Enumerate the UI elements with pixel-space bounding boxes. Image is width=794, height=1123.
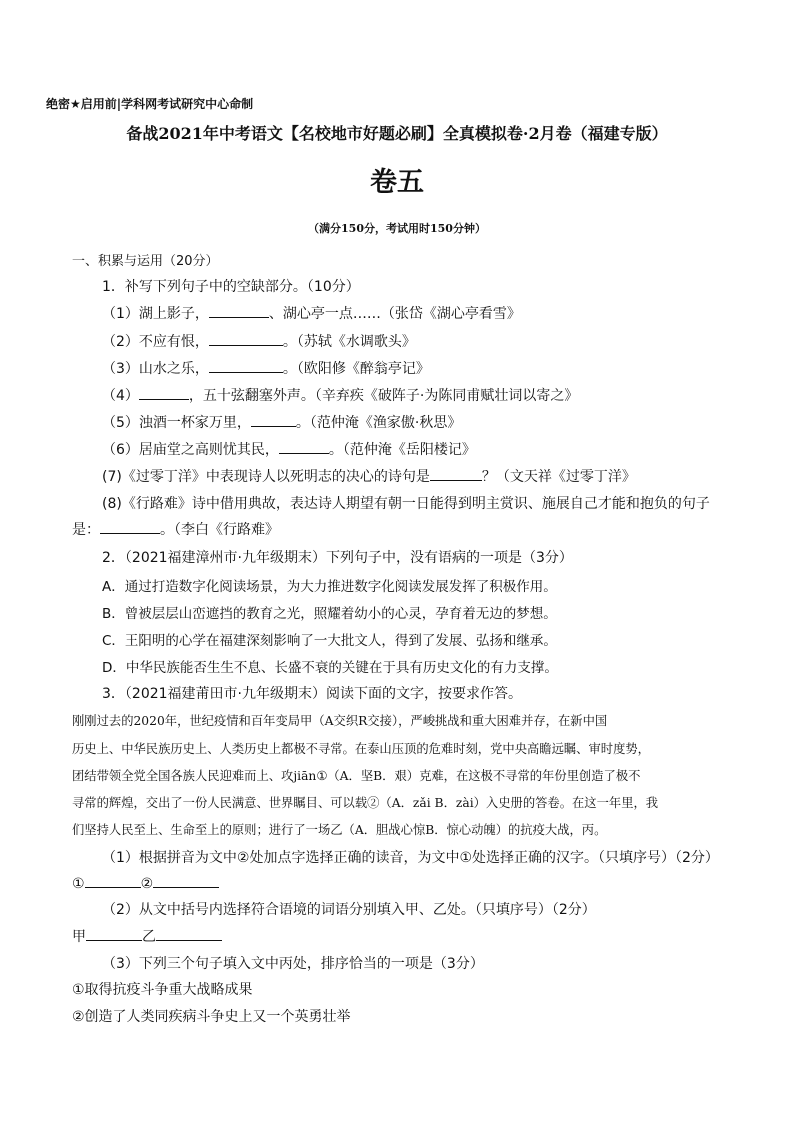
item-text: (7)《过零丁洋》中表现诗人以死明志的决心的诗句是 [102, 469, 430, 485]
answer-label: ① [72, 876, 85, 892]
answer-blank[interactable] [251, 412, 296, 427]
item-text: 是： [72, 522, 100, 538]
section-heading: 一、积累与运用（20分） [72, 254, 219, 269]
item-text: （6）居庙堂之高则忧其民， [102, 442, 279, 458]
q2-option-b[interactable]: B．曾被层层山峦遮挡的教育之光，照耀着幼小的心灵，孕育着无边的梦想。 [102, 606, 557, 622]
passage-line: 历史上、中华民族历史上、人类历史上都极不寻常。在泰山压顶的危难时刻，党中央高瞻远瞩、审时度势， [72, 742, 650, 756]
answer-blank[interactable] [100, 519, 160, 534]
q1-item-8-line2 [72, 519, 279, 539]
q3-sub1: （1）根据拼音为文中②处加点字选择正确的读音，为文中①处选择正确的汉字。（只填序号）（2分） [102, 850, 719, 866]
item-text: ，五十弦翻塞外声。（辛弃疾《破阵子·为陈同甫赋壮词以寄之》 [188, 388, 579, 404]
passage-line: 刚刚过去的2020年，世纪疫情和百年变局甲（A交织R交接），严峻挑战和重大困难并存，在新中国 [72, 714, 608, 728]
q3-sub1-answers [72, 873, 219, 892]
answer-blank[interactable] [209, 358, 283, 373]
q1-item-1 [102, 303, 521, 323]
answer-blank[interactable] [139, 385, 189, 400]
answer-label: 甲 [72, 929, 86, 945]
item-text: ？（文天祥《过零丁洋》 [481, 469, 636, 485]
q3-sub2-answers [72, 926, 222, 946]
answer-blank[interactable] [209, 331, 283, 346]
item-text: （4） [102, 388, 139, 404]
item-text: （2）不应有恨， [102, 334, 209, 350]
paper-subtitle: 卷五 [370, 167, 424, 198]
secret-label: 绝密★启用前|学科网考试研究中心命制 [46, 97, 254, 111]
q2-option-a[interactable]: A．通过打造数字化阅读场景，为大力推进数字化阅读发展发挥了积极作用。 [102, 579, 557, 595]
answer-label: 乙 [142, 929, 156, 945]
item-text: 。（欧阳修《醉翁亭记》 [282, 361, 430, 377]
q1-item-2 [102, 331, 416, 351]
answer-label: ② [140, 876, 154, 892]
answer-blank[interactable] [156, 926, 222, 941]
q2-option-c[interactable]: C．王阳明的心学在福建深刻影响了一大批文人，得到了发展、弘扬和继承。 [102, 633, 557, 649]
answer-blank[interactable] [430, 466, 482, 481]
item-text: （5）浊酒一杯家万里， [102, 415, 251, 431]
q1-item-6 [102, 439, 476, 459]
item-text: 。（苏轼《水调歌头》 [282, 334, 416, 350]
item-text: （3）山水之乐， [102, 361, 209, 377]
q3-sub3-option-1: ①取得抗疫斗争重大战略成果 [72, 982, 253, 998]
q3-sub2: （2）从文中括号内选择符合语境的词语分别填入甲、乙处。（只填序号）（2分） [102, 902, 596, 918]
q3-sub3: （3）下列三个句子填入文中丙处，排序恰当的一项是（3分） [102, 956, 484, 972]
q1-item-3 [102, 358, 430, 378]
question-3-stem: 3．（2021福建莆田市·九年级期末）阅读下面的文字，按要求作答。 [102, 686, 522, 702]
q1-item-7 [102, 466, 636, 486]
item-text: 、湖心亭一点……（张岱《湖心亭看雪》 [268, 306, 521, 322]
item-text: （1）湖上影子， [102, 306, 209, 322]
q1-item-4 [102, 385, 578, 405]
passage-line: 们坚持人民至上、生命至上的原则；进行了一场乙（A．胆战心惊B．惊心动魄）的抗疫大战，丙。 [72, 823, 607, 837]
answer-blank[interactable] [85, 873, 141, 888]
page-title: 备战2021年中考语文【名校地市好题必刷】全真模拟卷·2月卷（福建专版） [126, 124, 668, 143]
item-text: 。（范仲淹《岳阳楼记》 [328, 442, 476, 458]
question-2-stem: 2．（2021福建漳州市·九年级期末）下列句子中，没有语病的一项是（3分） [102, 550, 573, 566]
answer-blank[interactable] [86, 926, 142, 941]
answer-blank[interactable] [153, 873, 219, 888]
item-text: 。（范仲淹《渔家傲·秋思》 [295, 415, 462, 431]
score-time-note: （满分150分，考试用时150分钟） [308, 222, 486, 235]
q1-item-8-line1: (8)《行路难》诗中借用典故，表达诗人期望有朝一日能得到明主赏识、施展自己才能和抱负的句子 [102, 496, 710, 512]
item-text: 。（李白《行路难》 [160, 522, 279, 538]
q1-item-5 [102, 412, 461, 432]
answer-blank[interactable] [279, 439, 329, 454]
answer-blank[interactable] [209, 303, 269, 318]
question-1-stem: 1．补写下列句子中的空缺部分。（10分） [102, 279, 360, 295]
q2-option-d[interactable]: D．中华民族能否生生不息、长盛不衰的关键在于具有历史文化的有力支撑。 [102, 660, 558, 676]
passage-line: 团结带领全党全国各族人民迎难而上、攻jiān①（A．坚B．艰）克难，在这极不寻常的年份里创造了极不 [72, 769, 641, 783]
passage-line: 寻常的辉煌，交出了一份人民满意、世界瞩目、可以载②（A．zǎi B．zài）入史册的答卷。在这一年里，我 [72, 796, 659, 810]
q3-sub3-option-2: ②创造了人类同疾病斗争史上又一个英勇壮举 [72, 1009, 351, 1025]
